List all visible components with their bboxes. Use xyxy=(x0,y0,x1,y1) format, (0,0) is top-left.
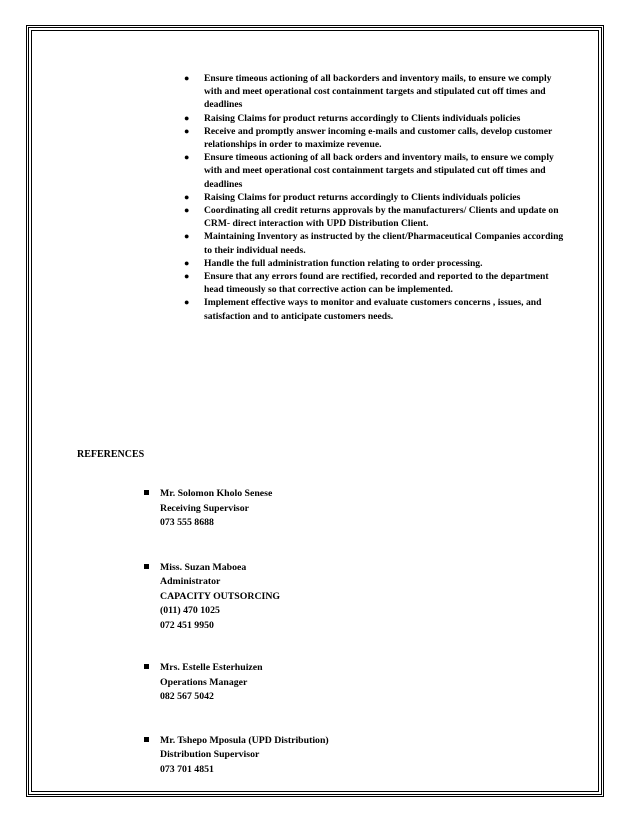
bullet-icon: ● xyxy=(184,271,190,282)
reference-phone: 073 701 4851 xyxy=(160,763,214,775)
bullet-icon: ● xyxy=(184,297,190,308)
bullet-icon: ● xyxy=(184,257,190,268)
duty-item xyxy=(178,125,568,151)
duty-text: Ensure timeous actioning of all backorders and inventory mails, to ensure we comply with and meet operational cost containment targets and stipulated cut off times and deadlines xyxy=(204,73,552,111)
reference-item xyxy=(143,661,443,705)
square-bullet-icon xyxy=(144,564,149,569)
bullet-icon: ● xyxy=(184,191,190,202)
duty-text: Implement effective ways to monitor and evaluate customers concerns , issues, and satisfaction and to anticipate customers needs. xyxy=(204,297,542,322)
references-heading: REFERENCES xyxy=(77,449,145,460)
reference-phone: (011) 470 1025 xyxy=(160,605,220,616)
references-list xyxy=(143,487,443,777)
reference-title: Administrator xyxy=(160,576,221,587)
duty-item xyxy=(178,112,568,125)
reference-name: Mrs. Estelle Esterhuizen xyxy=(160,662,263,673)
duty-item xyxy=(178,257,568,270)
duty-text: Ensure timeous actioning of all back orders and inventory mails, to ensure we comply with and meet operational cost containment targets and stipulated cut off times and deadlines xyxy=(204,152,554,190)
reference-name: Mr. Tshepo Mposula (UPD Distribution) xyxy=(160,734,329,746)
duty-text: Ensure that any errors found are rectified, recorded and reported to the department head timeously so that corrective action can be implemented. xyxy=(204,271,549,296)
reference-name: Miss. Suzan Maboea xyxy=(160,561,247,573)
bullet-icon: ● xyxy=(184,205,190,216)
square-bullet-icon xyxy=(144,737,149,742)
reference-title: Operations Manager xyxy=(160,676,248,688)
duties-list xyxy=(178,72,568,323)
duty-item xyxy=(178,72,568,112)
duty-item xyxy=(178,270,568,296)
reference-item xyxy=(143,487,443,531)
bullet-icon: ● xyxy=(184,125,190,136)
duty-item xyxy=(178,296,568,322)
duty-text: Raising Claims for product returns accordingly to Clients individuals policies xyxy=(204,112,521,124)
duty-text: Coordinating all credit returns approvals by the manufacturers/ Clients and update on CRM- direct interaction with UPD Distribution Client. xyxy=(204,205,559,230)
reference-item xyxy=(143,561,443,634)
duty-text: Receive and promptly answer incoming e-mails and customer calls, develop customer relationships in order to maximize revenue. xyxy=(204,125,553,151)
duty-text: Maintaining Inventory as instructed by the client/Pharmaceutical Companies according to their individual needs. xyxy=(204,231,564,256)
duty-text: Handle the full administration function relating to order processing. xyxy=(204,257,483,269)
bullet-icon: ● xyxy=(184,112,190,123)
reference-title: Receiving Supervisor xyxy=(160,502,249,514)
square-bullet-icon xyxy=(144,664,149,669)
reference-phone: 073 555 8688 xyxy=(160,517,214,528)
bullet-icon: ● xyxy=(184,231,190,242)
bullet-icon: ● xyxy=(184,152,190,163)
square-bullet-icon xyxy=(144,490,149,495)
reference-name: Mr. Solomon Kholo Senese xyxy=(160,488,273,499)
duty-item xyxy=(178,151,568,191)
reference-item xyxy=(143,734,443,778)
duty-text: Raising Claims for product returns accordingly to Clients individuals policies xyxy=(204,191,521,203)
reference-phone-alt: 072 451 9950 xyxy=(160,619,214,631)
duty-item xyxy=(178,230,568,256)
duty-item xyxy=(178,191,568,204)
reference-phone: 082 567 5042 xyxy=(160,691,214,702)
reference-title: Distribution Supervisor xyxy=(160,749,260,760)
duty-item xyxy=(178,204,568,230)
bullet-icon: ● xyxy=(184,73,190,83)
reference-company: CAPACITY OUTSORCING xyxy=(160,590,281,602)
